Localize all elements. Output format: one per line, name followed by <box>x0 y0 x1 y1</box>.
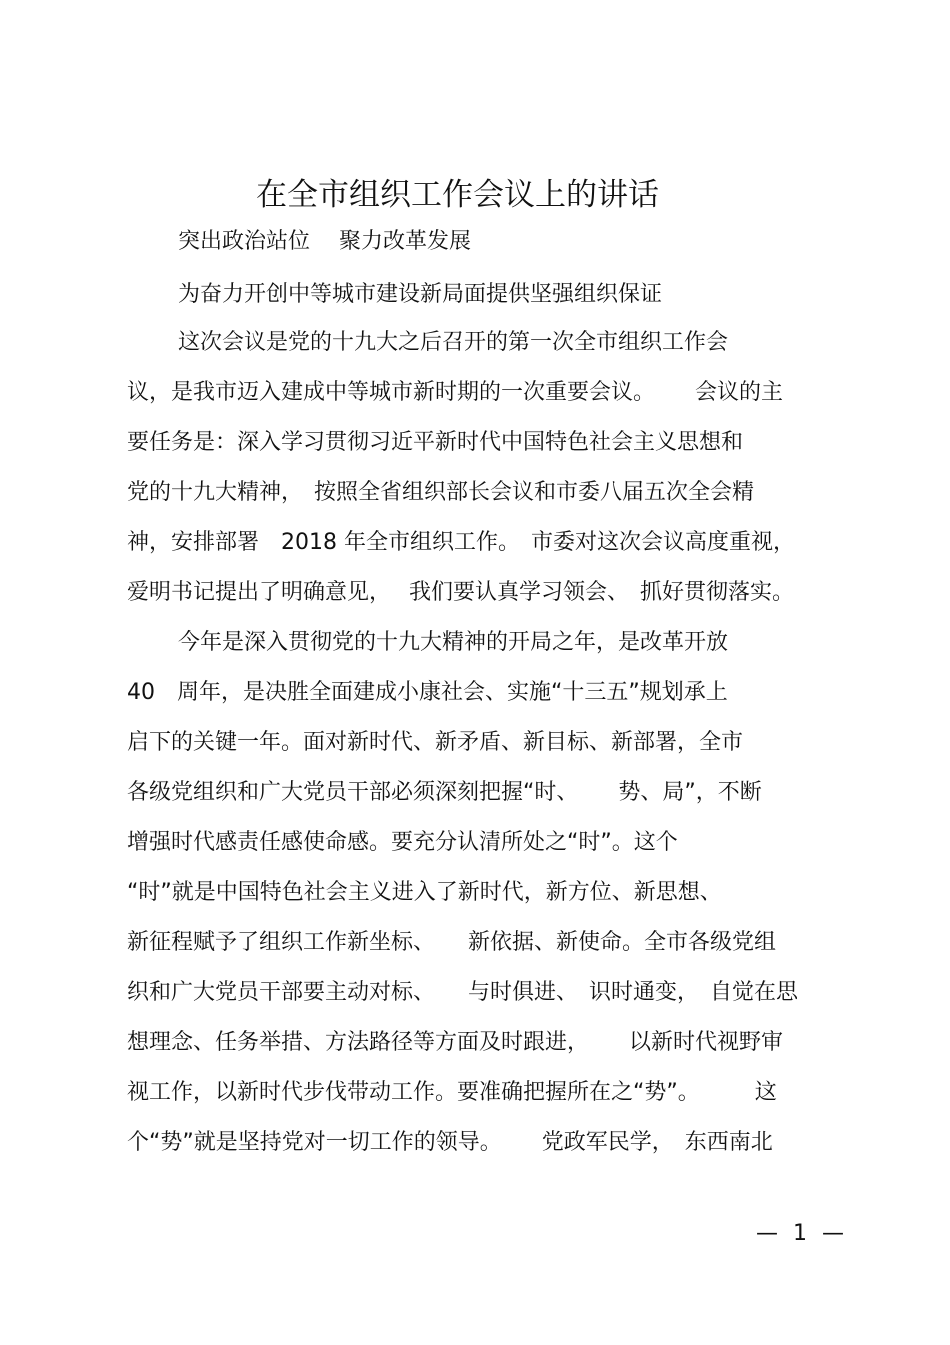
body-line: 神，安排部署 2018 年全市组织工作。 市委对这次会议高度重视， <box>127 530 795 555</box>
body-line: 织和广大党员干部要主动对标、 与时俱进、 识时通变， 自觉在思 <box>127 980 799 1005</box>
body-line: 视工作，以新时代步伐带动工作。要准确把握所在之“势”。 这 <box>127 1080 777 1105</box>
body-line: 新征程赋予了组织工作新坐标、 新依据、新使命。全市各级党组 <box>127 930 777 955</box>
body-line: 个“势”就是坚持党对一切工作的领导。 党政军民学， 东西南北 <box>127 1130 773 1155</box>
body-line: 今年是深入贯彻党的十九大精神的开局之年，是改革开放 <box>178 630 729 655</box>
body-line: 爱明书记提出了明确意见， 我们要认真学习领会、 抓好贯彻落实。 <box>127 580 794 605</box>
body-line: 40 周年，是决胜全面建成小康社会、实施“十三五”规划承上 <box>127 680 728 705</box>
body-line: 启下的关键一年。面对新时代、新矛盾、新目标、新部署，全市 <box>127 730 744 755</box>
body-line: “时”就是中国特色社会主义进入了新时代，新方位、新思想、 <box>127 880 722 905</box>
document-title: 在全市组织工作会议上的讲话 <box>256 177 659 213</box>
subtitle-line-1: 突出政治站位 聚力改革发展 <box>178 229 471 254</box>
body-line: 议，是我市迈入建成中等城市新时期的一次重要会议。 会议的主 <box>127 380 783 405</box>
body-line: 想理念、任务举措、方法路径等方面及时跟进， 以新时代视野审 <box>127 1030 783 1055</box>
body-line: 增强时代感责任感使命感。要充分认清所处之“时”。这个 <box>127 830 678 855</box>
page-number: — 1 — <box>756 1221 848 1246</box>
body-line: 这次会议是党的十九大之后召开的第一次全市组织工作会 <box>178 330 729 355</box>
body-line: 党的十九大精神， 按照全省组织部长会议和市委八届五次全会精 <box>127 480 755 505</box>
body-line: 各级党组织和广大党员干部必须深刻把握“时、 势、局”，不断 <box>127 780 762 805</box>
body-line: 要任务是：深入学习贯彻习近平新时代中国特色社会主义思想和 <box>127 430 744 455</box>
subtitle-line-2: 为奋力开创中等城市建设新局面提供坚强组织保证 <box>178 282 663 307</box>
